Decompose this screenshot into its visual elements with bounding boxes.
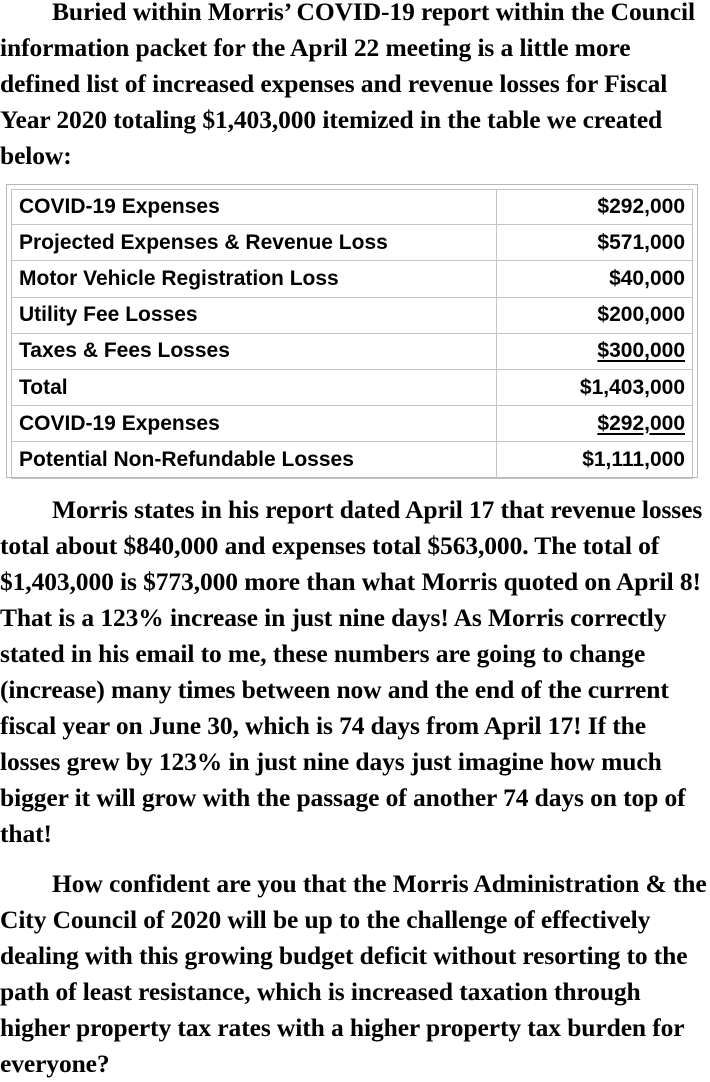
row-label: COVID-19 Expenses (11, 189, 497, 225)
row-amount (497, 189, 693, 225)
table-row (11, 442, 693, 478)
amount-value: $200,000 (597, 303, 685, 327)
row-amount (497, 406, 693, 442)
amount-value: $292,000 (597, 411, 685, 435)
row-amount (497, 370, 693, 406)
losses-table-frame (6, 184, 698, 478)
row-amount (497, 334, 693, 370)
table-row (11, 334, 693, 370)
losses-table (11, 189, 693, 479)
table-row (11, 261, 693, 297)
row-amount (497, 261, 693, 297)
row-label: Projected Expenses & Revenue Loss (11, 225, 497, 261)
row-amount (497, 298, 693, 334)
table-row (11, 406, 693, 442)
amount-value: $300,000 (597, 339, 685, 363)
table-row (11, 225, 693, 261)
row-label: Taxes & Fees Losses (11, 334, 497, 370)
amount-value: $40,000 (609, 266, 685, 290)
table-row (11, 189, 693, 225)
amount-value: $1,111,000 (582, 447, 685, 471)
row-label: Motor Vehicle Registration Loss (11, 261, 497, 297)
row-label: Potential Non-Refundable Losses (11, 442, 497, 478)
amount-value: $1,403,000 (579, 375, 685, 399)
table-row (11, 298, 693, 334)
row-amount (497, 225, 693, 261)
amount-value: $292,000 (597, 195, 685, 219)
row-label: Total (11, 370, 497, 406)
intro-paragraph: Buried within Morris’ COVID-19 report within the Council information packet for the April 22 meeting is a little more defined list of increased expenses and revenue losses for Fiscal Year 2020 totaling $1,403,000 itemized in the table we created below: (0, 0, 695, 170)
body-paragraph-3: How confident are you that the Morris Administration & the City Council of 2020 will be up to the challenge of effectively dealing with this growing budget deficit without resorting to the path of least resistance, which is increased taxation through higher property tax rates with a higher property tax burden for everyone? (0, 869, 707, 1078)
row-label: COVID-19 Expenses (11, 406, 497, 442)
amount-value: $571,000 (597, 230, 685, 254)
table-row (11, 370, 693, 406)
row-label: Utility Fee Losses (11, 298, 497, 334)
row-amount (497, 442, 693, 478)
body-paragraph-2: Morris states in his report dated April 17 that revenue losses total about $840,000 and expenses total $563,000. The total of $1,403,000 is $773,000 more than what Morris quoted on April 8! That is a 123% increase in just nine days! As Morris correctly stated in his email to me, these numbers are going to change (increase) many times between now and the end of the current fiscal year on June 30, which is 74 days from April 17! If the losses grew by 123% in just nine days just imagine how much bigger it will grow with the passage of another 74 days on top of that! (0, 495, 703, 848)
